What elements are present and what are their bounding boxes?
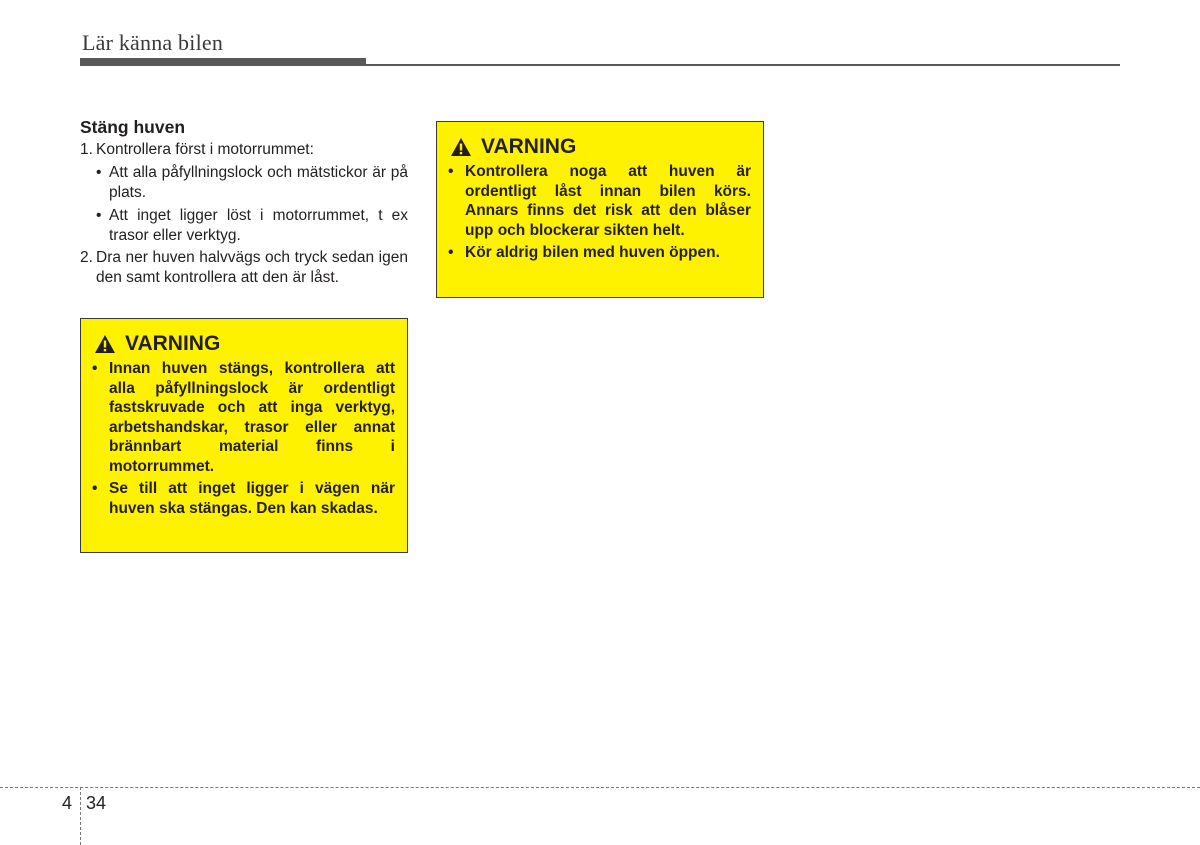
warning-item-text: Innan huven stängs, kontrollera att alla påfyllningslock är ordentligt fastskruvade och att inga verktyg, arbetshandskar, trasor eller annat brännbart material finns i motorrummet.: [109, 360, 395, 475]
warning-title-text: VARNING: [125, 332, 221, 355]
warning-item: [448, 243, 751, 263]
bullet-icon: •: [96, 163, 102, 181]
warning-box-hood-closing: [80, 318, 408, 553]
page-header-title: Lär känna bilen: [82, 30, 224, 55]
header-rule-thin: [366, 64, 1120, 66]
warning-title-text: VARNING: [481, 135, 577, 158]
header-rule-thick: [80, 58, 366, 66]
warning-item: [92, 359, 395, 476]
bullet-icon: •: [96, 206, 102, 224]
warning-triangle-icon: [94, 334, 116, 354]
bullet-icon: •: [92, 360, 98, 377]
bullet-icon: •: [92, 480, 98, 497]
chapter-number: 4: [62, 793, 73, 813]
footer-divider: [80, 787, 81, 845]
bullet-text: Att inget ligger löst i motorrummet, t ex trasor eller verktyg.: [109, 206, 408, 244]
warning-item-text: Kör aldrig bilen med huven öppen.: [465, 244, 720, 261]
footer-rule: [0, 787, 1200, 788]
step-2: [80, 248, 408, 289]
warning-title: [448, 134, 751, 160]
step-1-bullets: [80, 163, 408, 247]
bullet-icon: •: [448, 244, 454, 261]
step-number: 2.: [80, 248, 93, 266]
step-text: Kontrollera först i motorrummet:: [96, 141, 314, 158]
section-heading: Stäng huven: [80, 117, 186, 137]
close-hood-section: [80, 116, 408, 289]
warning-item: [448, 162, 751, 240]
warning-item: [92, 479, 395, 518]
step-number: 1.: [80, 141, 93, 158]
list-item: [80, 163, 408, 204]
step-1: [80, 140, 408, 161]
bullet-icon: •: [448, 163, 454, 180]
list-item: [80, 206, 408, 247]
warning-item-text: Kontrollera noga att huven är ordentligt låst innan bilen körs. Annars finns det risk att den blåser upp och blockerar sikten helt.: [465, 163, 751, 239]
warning-item-text: Se till att inget ligger i vägen när huven ska stängas. Den kan skadas.: [109, 480, 395, 517]
page-number: 34: [86, 793, 107, 813]
warning-triangle-icon: [450, 137, 472, 157]
bullet-text: Att alla påfyllningslock och mätstickor är på plats.: [109, 163, 408, 201]
step-text: Dra ner huven halvvägs och tryck sedan igen den samt kontrollera att den är låst.: [96, 248, 408, 286]
warning-title: [92, 331, 395, 357]
warning-box-hood-locked: [436, 121, 764, 298]
